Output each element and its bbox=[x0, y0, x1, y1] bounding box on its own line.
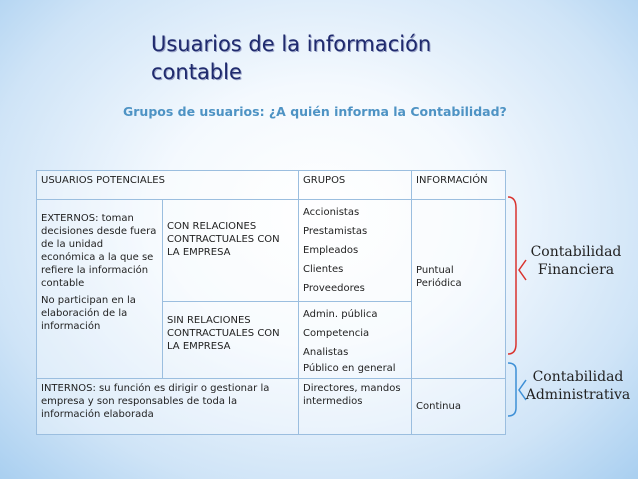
con-relaciones-groups bbox=[299, 200, 412, 302]
label-financiera-line-1: Contabilidad bbox=[530, 244, 622, 260]
sin-relaciones-groups bbox=[299, 302, 412, 379]
table-row-con-relaciones bbox=[37, 200, 506, 302]
group-item: Accionistas bbox=[303, 207, 360, 218]
header-groups: GRUPOS bbox=[299, 171, 412, 200]
label-administrativa-line-1: Contabilidad bbox=[532, 369, 624, 385]
info-puntual: Puntual bbox=[416, 265, 454, 276]
group-item: Prestamistas bbox=[303, 226, 368, 237]
externos-cell bbox=[37, 200, 163, 379]
internos-info: Continua bbox=[412, 379, 506, 435]
group-item: Clientes bbox=[303, 264, 344, 275]
externos-note: No participan en la elaboración de la información bbox=[41, 295, 136, 332]
header-info: INFORMACIÓN bbox=[412, 171, 506, 200]
group-item: Proveedores bbox=[303, 283, 365, 294]
group-item: Admin. pública bbox=[303, 309, 378, 320]
internos-group: Directores, mandos intermedios bbox=[299, 379, 412, 435]
table-row-internos bbox=[37, 379, 506, 435]
slide-title bbox=[151, 30, 431, 86]
sin-relaciones-label: SIN RELACIONES CONTRACTUALES CON LA EMPRESA bbox=[163, 302, 299, 379]
title-line-2: contable bbox=[151, 60, 242, 84]
header-row bbox=[37, 171, 506, 200]
group-item: Competencia bbox=[303, 328, 370, 339]
label-contabilidad-financiera bbox=[520, 243, 632, 279]
info-periodica: Periódica bbox=[416, 278, 462, 289]
slide-subtitle: Grupos de usuarios: ¿A quién informa la Contabilidad? bbox=[123, 104, 507, 119]
group-item: Público en general bbox=[303, 363, 396, 374]
external-info-cell bbox=[412, 200, 506, 379]
group-item: Analistas bbox=[303, 347, 349, 358]
label-financiera-line-2: Financiera bbox=[537, 262, 615, 278]
externos-text: EXTERNOS: toman decisiones desde fuera de la unidad económica a la que se refiere la información contable bbox=[41, 213, 157, 289]
con-relaciones-label: CON RELACIONES CONTRACTUALES CON LA EMPRESA bbox=[163, 200, 299, 302]
label-contabilidad-administrativa bbox=[522, 368, 634, 404]
title-line-1: Usuarios de la información bbox=[151, 32, 432, 56]
internos-text: INTERNOS: su función es dirigir o gestionar la empresa y son responsables de toda la información elaborada bbox=[37, 379, 299, 435]
header-users: USUARIOS POTENCIALES bbox=[37, 171, 299, 200]
group-item: Empleados bbox=[303, 245, 359, 256]
label-administrativa-line-2: Administrativa bbox=[525, 387, 631, 403]
users-table bbox=[36, 170, 506, 435]
